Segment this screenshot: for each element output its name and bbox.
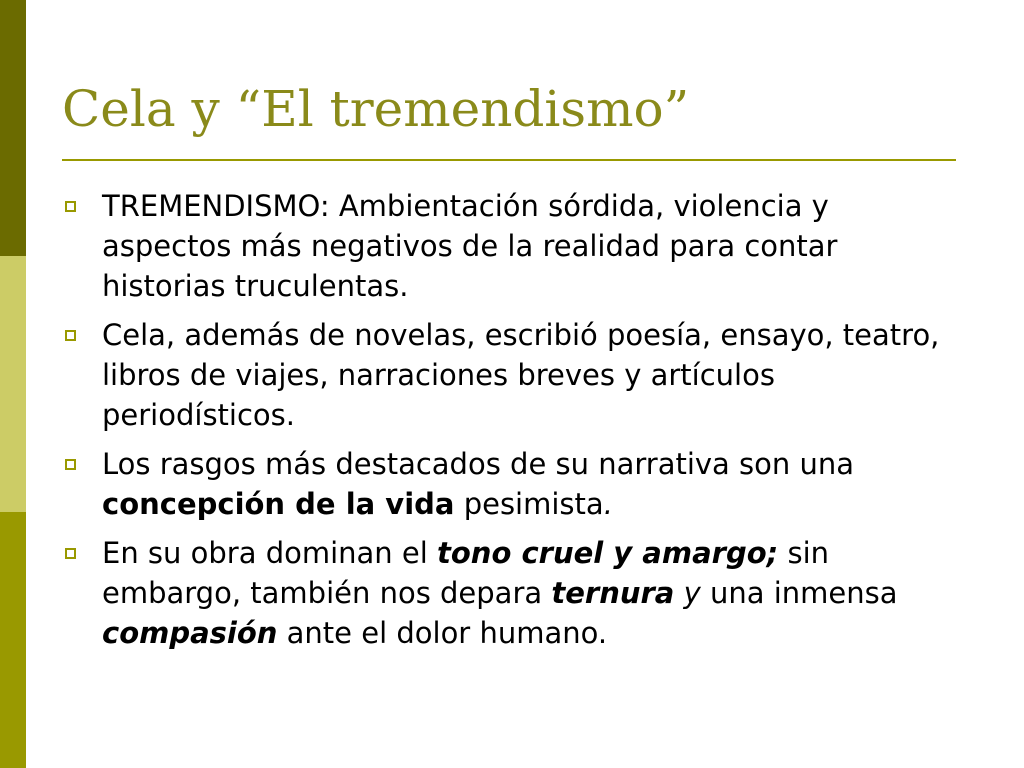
bullet-text-segment: sin embargo, también nos depara (102, 536, 830, 610)
side-bar-top (0, 0, 26, 256)
square-bullet-icon (65, 548, 76, 559)
bullet-item (62, 186, 962, 306)
bullet-text-segment: compasión (102, 616, 278, 650)
bullet-text-segment (674, 576, 683, 610)
bullet-item (62, 533, 962, 653)
bullet-item (62, 444, 962, 524)
bullet-text-segment: ante el dolor humano. (277, 616, 608, 650)
title-divider (62, 159, 956, 161)
side-bar-bottom (0, 512, 26, 768)
square-bullet-icon (65, 459, 76, 470)
bullet-text-segment: tono cruel y amargo; (437, 536, 779, 570)
bullet-text-segment: Cela, además de novelas, escribió poesía, ensayo, teatro, libros de viajes, narraciones breves y artículos periodísticos. (102, 318, 940, 432)
bullet-list (62, 186, 962, 662)
bullet-text-segment: . (603, 487, 613, 521)
bullet-text-segment: TREMENDISMO: Ambientación sórdida, violencia y aspectos más negativos de la realidad para contar historias truculentas. (102, 189, 838, 303)
bullet-text-segment: concepción de la vida (102, 487, 455, 521)
square-bullet-icon (65, 201, 76, 212)
side-bar-middle (0, 256, 26, 512)
bullet-text-segment: y (683, 576, 701, 610)
bullet-text-segment: pesimista (454, 487, 604, 521)
slide-title: Cela y “El tremendismo” (62, 80, 690, 138)
bullet-text-segment: una inmensa (700, 576, 898, 610)
bullet-text-segment: ternura (551, 576, 675, 610)
square-bullet-icon (65, 330, 76, 341)
bullet-text-segment: En su obra dominan el (102, 536, 438, 570)
bullet-item (62, 315, 962, 435)
bullet-text-segment: Los rasgos más destacados de su narrativa son una (102, 447, 855, 481)
